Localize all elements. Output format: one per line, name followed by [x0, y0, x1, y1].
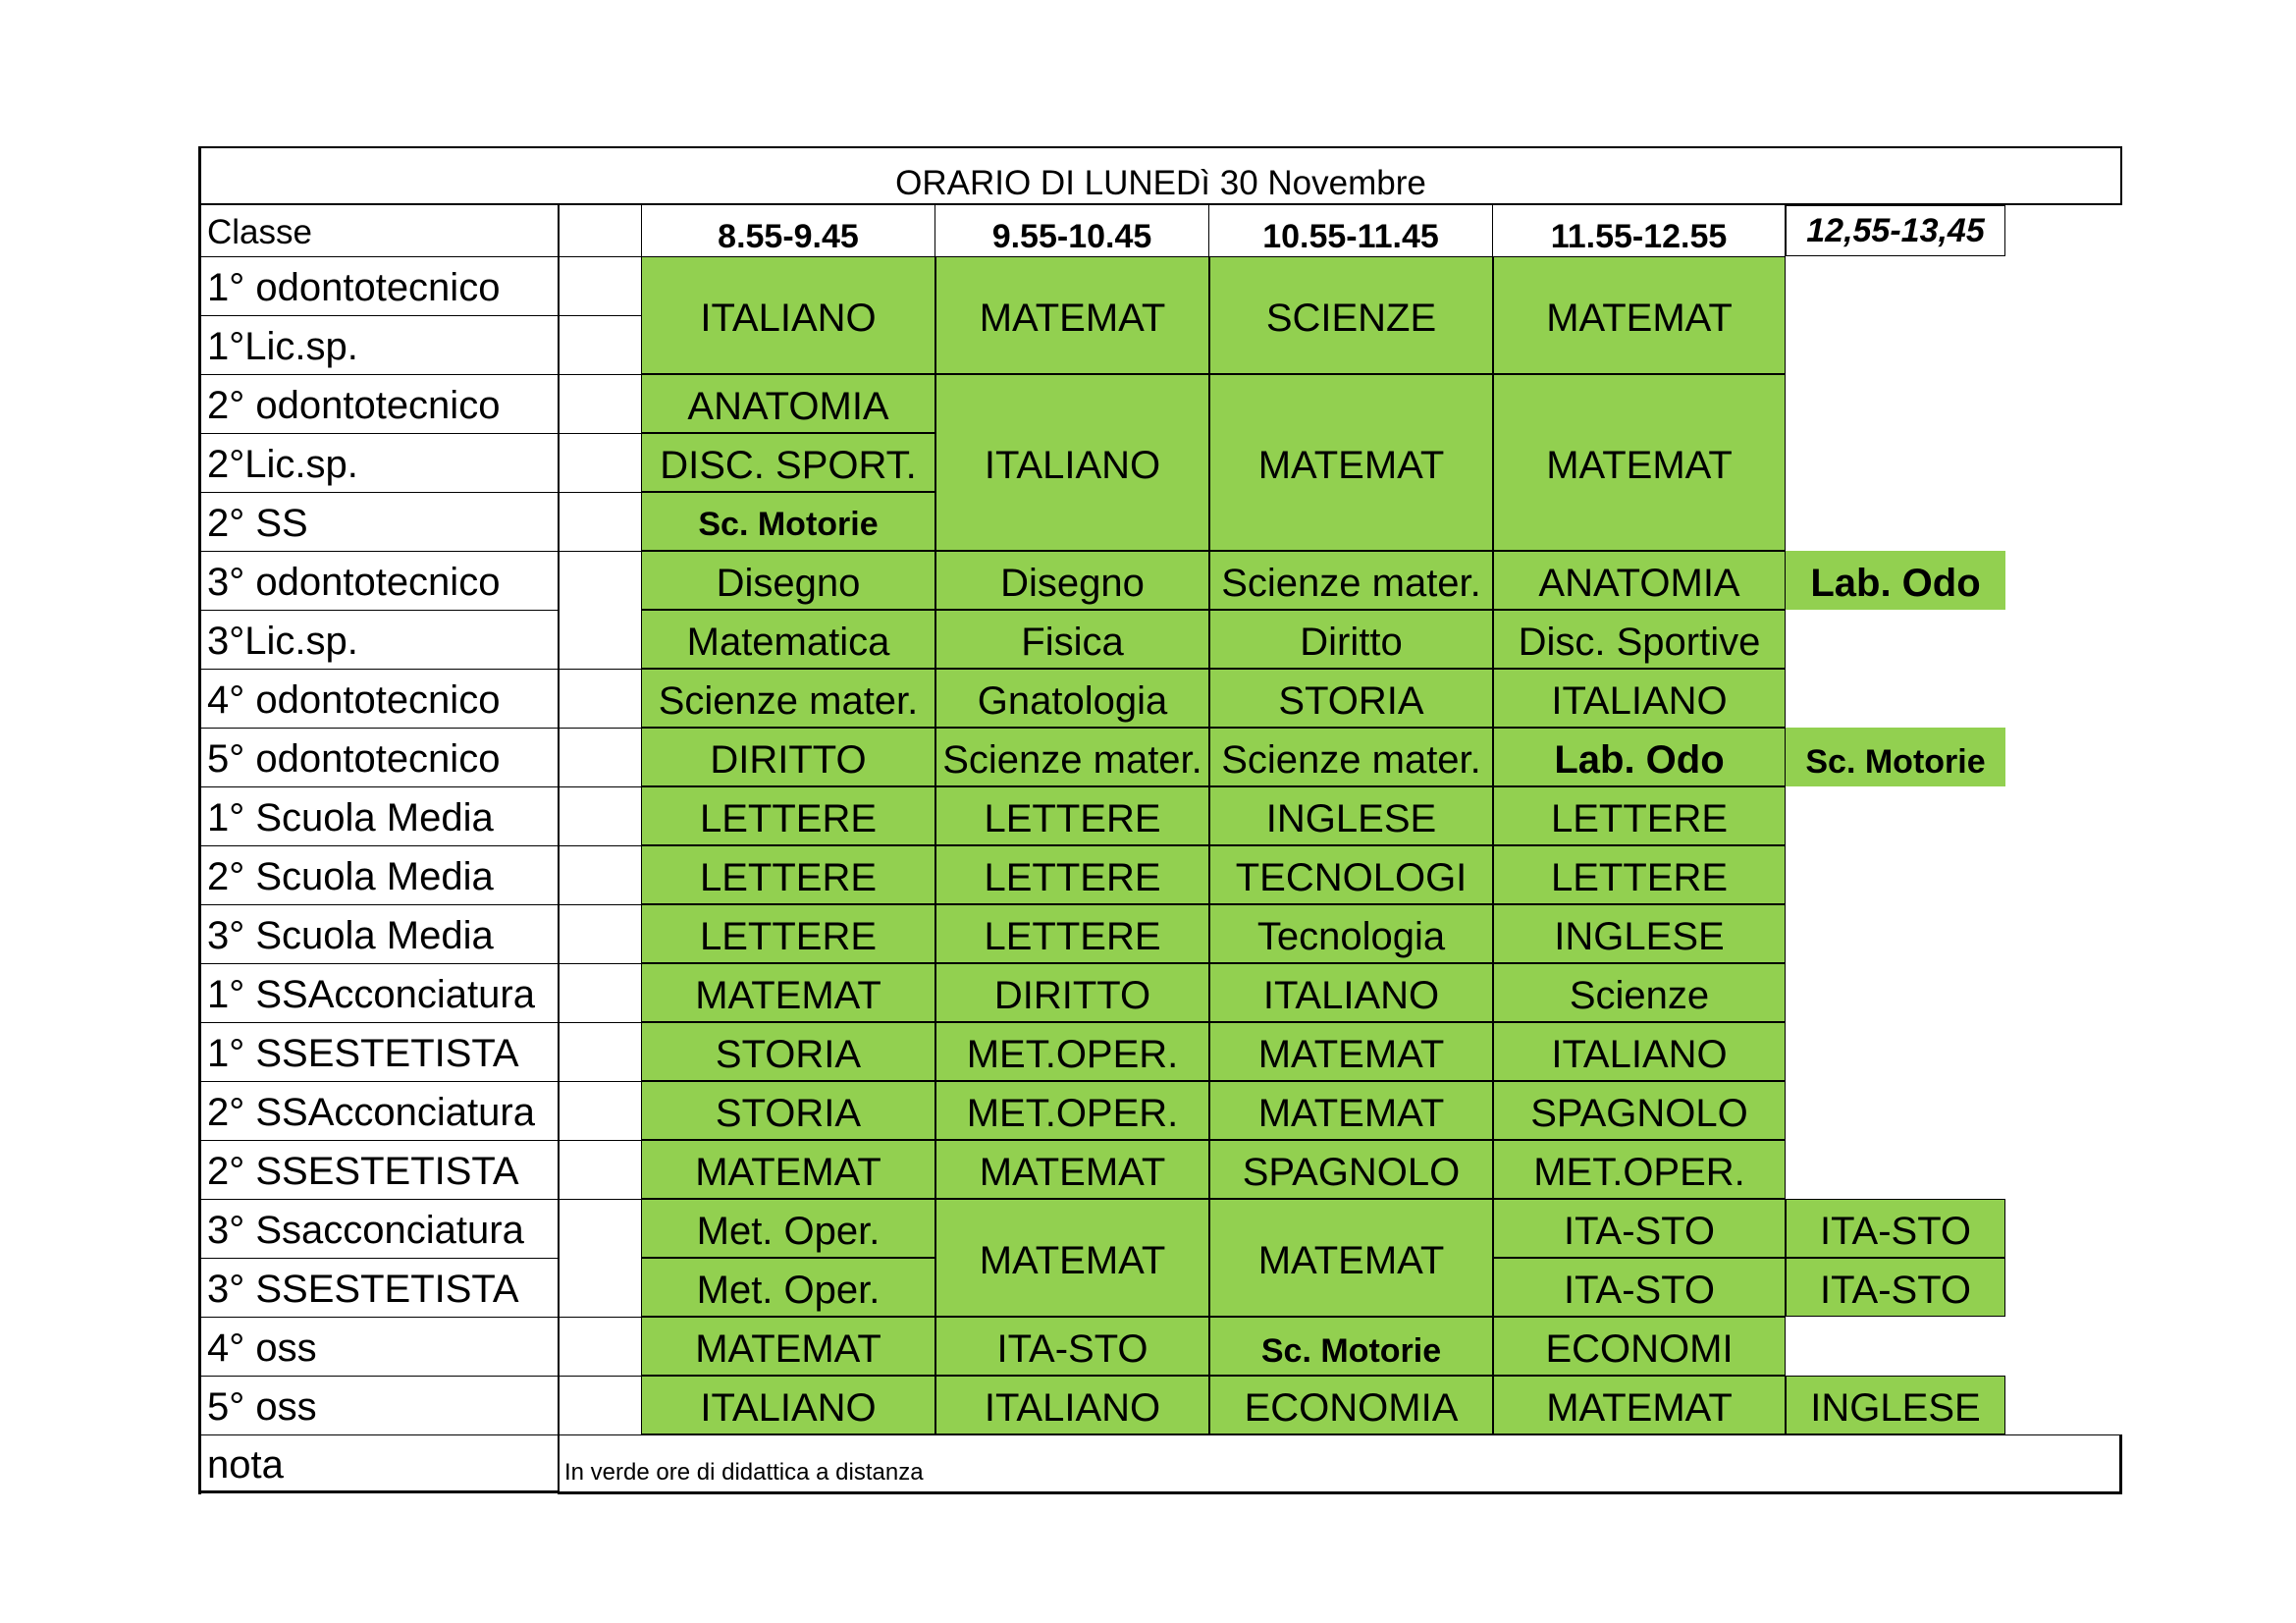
- lesson-cell: STORIA: [641, 1022, 935, 1081]
- lesson-cell: ANATOMIA: [641, 374, 935, 433]
- class-label: 1°Lic.sp.: [199, 315, 559, 374]
- lesson-cell: Sc. Motorie: [1209, 1317, 1493, 1376]
- lesson-cell: MATEMAT: [1493, 374, 1786, 551]
- lesson-cell: MATEMAT: [1493, 256, 1786, 374]
- note-label: nota: [199, 1434, 559, 1493]
- class-label: 5° odontotecnico: [199, 728, 559, 786]
- blank-cell: [559, 433, 641, 492]
- lesson-cell: MATEMAT: [641, 1140, 935, 1199]
- lesson-cell: MATEMAT: [641, 963, 935, 1022]
- blank-cell: [559, 963, 641, 1022]
- note-text: In verde ore di didattica a distanza: [564, 1459, 924, 1486]
- lesson-cell: ITALIANO: [1209, 963, 1493, 1022]
- lesson-cell: Scienze mater.: [1209, 551, 1493, 610]
- lesson-cell: LETTERE: [641, 786, 935, 845]
- blank-cell: [559, 315, 641, 374]
- lesson-cell: Fisica: [935, 610, 1209, 669]
- blank-cell: [559, 551, 641, 669]
- page-title: ORARIO DI LUNEDì 30 Novembre: [199, 146, 2122, 205]
- class-label: 3° odontotecnico: [199, 551, 559, 610]
- header-time-5: 12,55-13,45: [1786, 205, 2005, 256]
- blank-cell: [559, 1317, 641, 1376]
- lesson-cell: SCIENZE: [1209, 256, 1493, 374]
- blank-cell: [559, 845, 641, 904]
- class-label: 4° odontotecnico: [199, 669, 559, 728]
- lesson-cell: Gnatologia: [935, 669, 1209, 728]
- class-label: 5° oss: [199, 1376, 559, 1434]
- blank-cell: [559, 1022, 641, 1081]
- lesson-cell: ITA-STO: [1493, 1258, 1786, 1317]
- lesson-cell: INGLESE: [1786, 1376, 2005, 1434]
- lesson-cell: ECONOMIA: [1209, 1376, 1493, 1434]
- lesson-cell: Diritto: [1209, 610, 1493, 669]
- class-label: 1° SSESTETISTA: [199, 1022, 559, 1081]
- blank-cell: [559, 1140, 641, 1199]
- lesson-cell: Scienze mater.: [641, 669, 935, 728]
- lesson-cell: ITALIANO: [641, 1376, 935, 1434]
- class-label: 2° SSAcconciatura: [199, 1081, 559, 1140]
- blank-cell: [559, 492, 641, 551]
- lesson-cell: ITA-STO: [935, 1317, 1209, 1376]
- lesson-cell: Disegno: [641, 551, 935, 610]
- lesson-cell: MET.OPER.: [1493, 1140, 1786, 1199]
- blank-cell: [559, 1199, 641, 1317]
- lesson-cell: SPAGNOLO: [1493, 1081, 1786, 1140]
- class-label: 2°Lic.sp.: [199, 433, 559, 492]
- lesson-cell: ITALIANO: [641, 256, 935, 374]
- lesson-cell: Sc. Motorie: [641, 492, 935, 551]
- lesson-cell: INGLESE: [1493, 904, 1786, 963]
- class-label: 2° SSESTETISTA: [199, 1140, 559, 1199]
- lesson-cell: ITA-STO: [1786, 1199, 2005, 1258]
- lesson-cell: ECONOMI: [1493, 1317, 1786, 1376]
- class-label: 1° SSAcconciatura: [199, 963, 559, 1022]
- header-time-2: 9.55-10.45: [935, 205, 1209, 256]
- table-left-border: [198, 146, 201, 1494]
- lesson-cell: LETTERE: [935, 845, 1209, 904]
- lesson-cell: MATEMAT: [1209, 1081, 1493, 1140]
- class-label: 3° SSESTETISTA: [199, 1258, 559, 1317]
- lesson-cell: Met. Oper.: [641, 1258, 935, 1317]
- class-label: 2° SS: [199, 492, 559, 551]
- lesson-cell: Sc. Motorie: [1786, 728, 2005, 786]
- blank-cell: [559, 1376, 641, 1434]
- lesson-cell: MATEMAT: [1209, 1022, 1493, 1081]
- lesson-cell: Scienze: [1493, 963, 1786, 1022]
- lesson-cell: ITA-STO: [1493, 1199, 1786, 1258]
- class-label: 1° odontotecnico: [199, 256, 559, 315]
- lesson-cell: MATEMAT: [1209, 374, 1493, 551]
- lesson-cell: MATEMAT: [1493, 1376, 1786, 1434]
- lesson-cell: Lab. Odo: [1786, 551, 2005, 610]
- lesson-cell: DISC. SPORT.: [641, 433, 935, 492]
- lesson-cell: LETTERE: [1493, 786, 1786, 845]
- lesson-cell: ANATOMIA: [1493, 551, 1786, 610]
- lesson-cell: LETTERE: [935, 904, 1209, 963]
- class-label: 3° Ssacconciatura: [199, 1199, 559, 1258]
- lesson-cell: DIRITTO: [935, 963, 1209, 1022]
- lesson-cell: MET.OPER.: [935, 1022, 1209, 1081]
- lesson-cell: STORIA: [641, 1081, 935, 1140]
- lesson-cell: ITALIANO: [1493, 1022, 1786, 1081]
- class-label: 1° Scuola Media: [199, 786, 559, 845]
- class-label: 3° Scuola Media: [199, 904, 559, 963]
- blank-cell: [559, 374, 641, 433]
- lesson-cell: Disc. Sportive: [1493, 610, 1786, 669]
- lesson-cell: INGLESE: [1209, 786, 1493, 845]
- class-label: 4° oss: [199, 1317, 559, 1376]
- lesson-cell: MATEMAT: [935, 1140, 1209, 1199]
- lesson-cell: LETTERE: [641, 904, 935, 963]
- lesson-cell: Lab. Odo: [1493, 728, 1786, 786]
- lesson-cell: MATEMAT: [935, 256, 1209, 374]
- blank-cell: [559, 786, 641, 845]
- lesson-cell: MATEMAT: [935, 1199, 1209, 1317]
- lesson-cell: TECNOLOGI: [1209, 845, 1493, 904]
- header-time-3: 10.55-11.45: [1209, 205, 1493, 256]
- blank-cell: [559, 669, 641, 728]
- class-label: 2° Scuola Media: [199, 845, 559, 904]
- class-label: 2° odontotecnico: [199, 374, 559, 433]
- lesson-cell: STORIA: [1209, 669, 1493, 728]
- class-label: 3°Lic.sp.: [199, 610, 559, 669]
- header-time-1: 8.55-9.45: [641, 205, 935, 256]
- lesson-cell: Matematica: [641, 610, 935, 669]
- blank-cell: [559, 728, 641, 786]
- lesson-cell: Disegno: [935, 551, 1209, 610]
- lesson-cell: Scienze mater.: [1209, 728, 1493, 786]
- blank-cell: [559, 904, 641, 963]
- lesson-cell: ITALIANO: [935, 1376, 1209, 1434]
- blank-cell: [559, 256, 641, 315]
- lesson-cell: MATEMAT: [641, 1317, 935, 1376]
- header-classe: Classe: [207, 213, 312, 251]
- lesson-cell: DIRITTO: [641, 728, 935, 786]
- lesson-cell: ITALIANO: [1493, 669, 1786, 728]
- lesson-cell: LETTERE: [1493, 845, 1786, 904]
- lesson-cell: SPAGNOLO: [1209, 1140, 1493, 1199]
- header-time-4: 11.55-12.55: [1493, 205, 1786, 256]
- blank-cell: [559, 1081, 641, 1140]
- lesson-cell: MATEMAT: [1209, 1199, 1493, 1317]
- lesson-cell: LETTERE: [641, 845, 935, 904]
- lesson-cell: Tecnologia: [1209, 904, 1493, 963]
- column-divider: [558, 205, 560, 1494]
- lesson-cell: ITALIANO: [935, 374, 1209, 551]
- lesson-cell: LETTERE: [935, 786, 1209, 845]
- lesson-cell: Met. Oper.: [641, 1199, 935, 1258]
- lesson-cell: ITA-STO: [1786, 1258, 2005, 1317]
- lesson-cell: Scienze mater.: [935, 728, 1209, 786]
- lesson-cell: MET.OPER.: [935, 1081, 1209, 1140]
